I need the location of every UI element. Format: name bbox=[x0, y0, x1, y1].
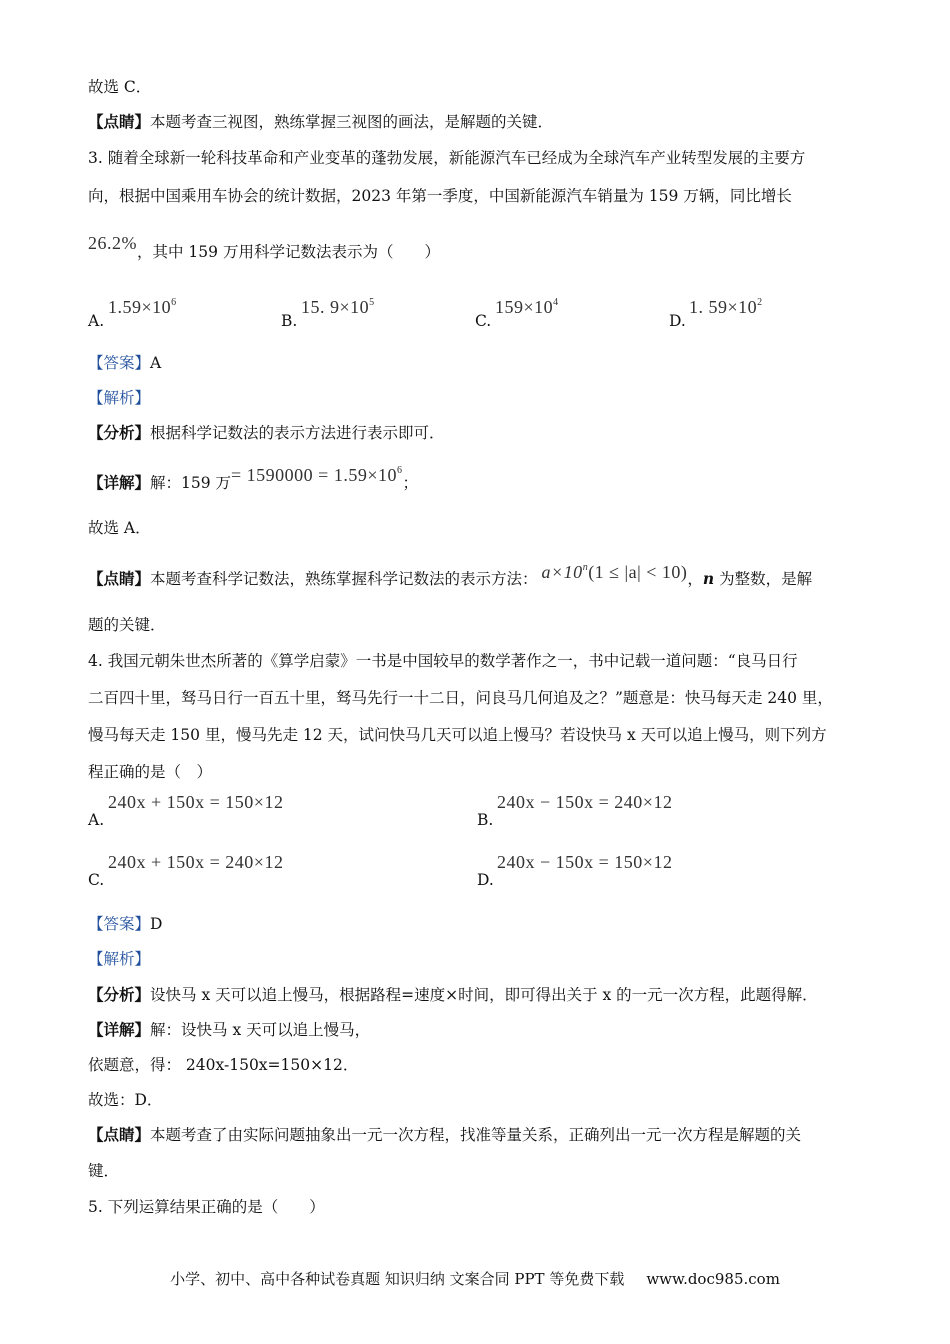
dianjing-tag: 【点睛】 bbox=[88, 112, 151, 131]
question-5-text: 5. 下列运算结果正确的是（ ） bbox=[88, 1198, 325, 1216]
fenxi-tag: 【分析】 bbox=[88, 985, 151, 1004]
answer-line: 【答案】D bbox=[88, 915, 163, 933]
fenxi-tag: 【分析】 bbox=[88, 423, 151, 442]
xiangjie-tag: 【详解】 bbox=[88, 1020, 151, 1039]
answer-tag: 【答案】 bbox=[88, 354, 151, 372]
footer-text: 小学、初中、高中各种试卷真题 知识归纳 文案合同 PPT 等免费下载 bbox=[170, 1270, 625, 1288]
question-4-text-3: 慢马每天走 150 里，慢马先走 12 天，试问快马几天可以追上慢马？若设快马 x 天可以追上慢马，则下列方 bbox=[88, 726, 827, 744]
question-3-text-3: 26.2%，其中 159 万用科学记数法表示为（ ） bbox=[88, 233, 440, 261]
jiexi-tag: 【解析】 bbox=[88, 950, 151, 968]
question-4-text: 4. 我国元朝朱世杰所著的《算学启蒙》一书是中国较早的数学著作之一，书中记载一道问题：“良马日行 bbox=[88, 652, 798, 670]
dianjing-line: 【点睛】本题考查三视图，熟练掌握三视图的画法，是解题的关键． bbox=[88, 112, 554, 131]
question-3-text: 3. 随着全球新一轮科技革命和产业变革的蓬勃发展，新能源汽车已经成为全球汽车产业转型发展的主要方 bbox=[88, 149, 806, 167]
dianjing-tag: 【点睛】 bbox=[88, 569, 151, 588]
dianjing-line: 【点睛】本题考查科学记数法，熟练掌握科学记数法的表示方法： $a\times 10^n(1 \le |a| < 10)$，n 为整数，是解 bbox=[88, 562, 813, 588]
question-4-text-4: 程正确的是（ ） bbox=[88, 763, 213, 781]
answer-line: 【答案】A bbox=[88, 354, 162, 372]
footer-link[interactable]: www.doc985.com bbox=[646, 1270, 780, 1288]
scientific-notation-math: $a\times 10^n(1 \le |a| < 10)$ bbox=[541, 562, 688, 582]
page-footer bbox=[0, 1268, 950, 1289]
question-3-text-2: 向，根据中国乘用车协会的统计数据，2023 年第一季度，中国新能源汽车销量为 159 万辆，同比增长 bbox=[88, 187, 792, 205]
fenxi-line: 【分析】设快马 x 天可以追上慢马，根据路程=速度×时间，即可得出关于 x 的一元一次方程，此题得解． bbox=[88, 985, 818, 1004]
answer-tag: 【答案】 bbox=[88, 915, 151, 933]
text-line: 故选 C． bbox=[88, 78, 152, 96]
text-line: 题的关键． bbox=[88, 616, 166, 634]
xiangjie-line: 【详解】解：159 万= $1590000 = 1.59\times 10^6$； bbox=[88, 465, 419, 492]
question-4-text-2: 二百四十里，驽马日行一百五十里，驽马先行一十二日，问良马几何追及之？”题意是：快马每天走 240 里， bbox=[88, 689, 833, 707]
percent-math: 26.2% bbox=[88, 233, 137, 253]
text-line: 键． bbox=[88, 1162, 120, 1180]
guxuan-line: 故选 A． bbox=[88, 519, 151, 537]
fenxi-line: 【分析】根据科学记数法的表示方法进行表示即可． bbox=[88, 423, 445, 442]
equation-line: 依题意，得： 240x-150x=150×12． bbox=[88, 1056, 359, 1074]
guxuan-line: 故选：D． bbox=[88, 1091, 163, 1109]
jiexi-tag: 【解析】 bbox=[88, 389, 151, 407]
xiangjie-tag: 【详解】 bbox=[88, 473, 151, 492]
dianjing-line: 【点睛】本题考查了由实际问题抽象出一元一次方程，找准等量关系，正确列出一元一次方程是解题的关 bbox=[88, 1125, 802, 1144]
xiangjie-line: 【详解】解：设快马 x 天可以追上慢马， bbox=[88, 1020, 371, 1039]
dianjing-tag: 【点睛】 bbox=[88, 1125, 151, 1144]
